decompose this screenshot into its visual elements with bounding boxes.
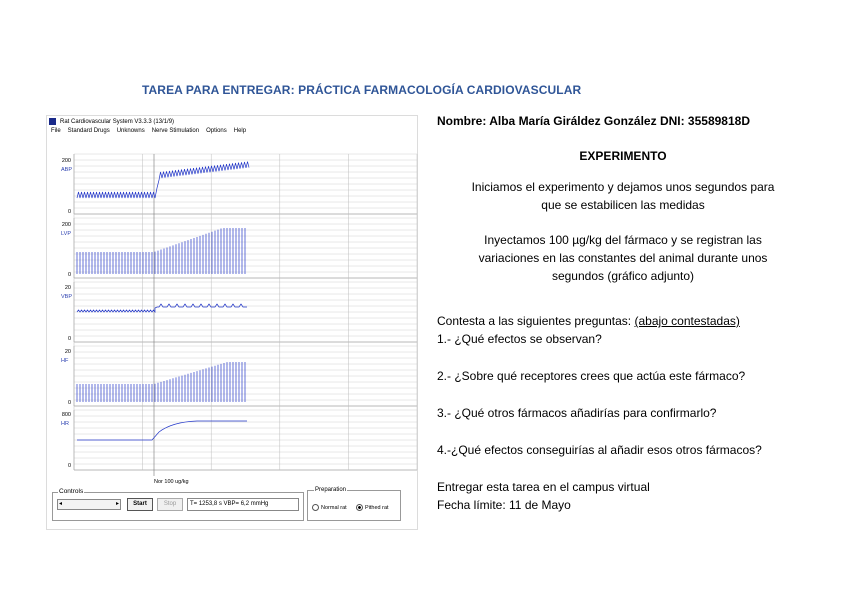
lvp-label: LVP [61, 231, 71, 237]
questions-intro-text: Contesta a las siguientes preguntas: [437, 314, 635, 328]
plot-grid [74, 154, 417, 476]
app-logo-icon [49, 118, 56, 125]
vbp-top-tick: 20 [64, 285, 71, 291]
questions-intro [437, 314, 740, 328]
menu-standard-drugs[interactable]: Standard Drugs [67, 128, 110, 134]
scroll-right-icon[interactable]: ▸ [115, 501, 119, 507]
radio-normal-label: Normal rat [321, 504, 347, 511]
radio-normal-rat[interactable] [312, 504, 347, 511]
plot-traces [77, 162, 249, 440]
menu-options[interactable]: Options [206, 128, 227, 134]
para2-line1: Inyectamos 100 µg/kg del fármaco y se registran las [484, 233, 762, 247]
drug-annotation: Nor 100 ug/kg [154, 479, 189, 485]
app-menubar [47, 128, 249, 138]
preparation-label: Preparation [315, 487, 347, 493]
app-screenshot [46, 115, 418, 530]
question-1: 1.- ¿Qué efectos se observan? [437, 332, 602, 346]
hf-label: HF [61, 358, 69, 364]
hr-bottom-tick: 0 [67, 463, 71, 469]
start-button[interactable]: Start [127, 498, 153, 511]
preparation-group [307, 487, 401, 521]
menu-nerve-stimulation[interactable]: Nerve Stimulation [151, 128, 200, 134]
deliver-note: Entregar esta tarea en el campus virtual [437, 480, 650, 494]
vbp-label: VBP [61, 294, 73, 300]
lvp-bottom-tick: 0 [67, 272, 71, 278]
hr-label: HR [61, 421, 69, 427]
question-2: 2.- ¿Sobre qué receptores crees que actúa este fármaco? [437, 369, 746, 383]
para2-line2: variaciones en las constantes del animal durante unos [478, 251, 768, 265]
question-3: 3.- ¿Qué otros fármacos añadirías para confirmarlo? [437, 406, 717, 420]
para2-line3: segundos (gráfico adjunto) [551, 269, 695, 283]
deadline-note: Fecha límite: 11 de Mayo [437, 498, 571, 512]
radio-pithed-rat[interactable] [356, 504, 389, 511]
hr-top-tick: 800 [61, 412, 71, 418]
controls-label: Controls [59, 488, 84, 495]
app-titlebar [47, 116, 417, 127]
time-scrollbar[interactable] [57, 499, 121, 510]
page-heading: TAREA PARA ENTREGAR: PRÁCTICA FARMACOLOGÍA CARDIOVASCULAR [142, 83, 582, 97]
experiment-title: EXPERIMENTO [579, 149, 667, 163]
student-name: Nombre: Alba María Giráldez González DNI: 35589818D [437, 114, 750, 128]
questions-intro-note: (abajo contestadas) [634, 314, 740, 328]
plot-labels [61, 158, 189, 485]
para1-line2: que se estabilicen las medidas [541, 198, 705, 212]
vbp-bottom-tick: 0 [67, 336, 71, 342]
scroll-left-icon[interactable]: ◂ [59, 501, 63, 507]
menu-file[interactable]: File [51, 128, 61, 134]
abp-bottom-tick: 0 [67, 209, 71, 215]
hf-top-tick: 20 [64, 349, 71, 355]
hf-bottom-tick: 0 [67, 400, 71, 406]
lvp-top-tick: 200 [61, 222, 71, 228]
abp-top-tick: 200 [61, 158, 71, 164]
abp-label: ABP [61, 167, 73, 173]
menu-unknowns[interactable]: Unknowns [116, 128, 145, 134]
menu-help[interactable]: Help [233, 128, 247, 134]
radio-pithed-label: Pithed rat [365, 504, 389, 511]
app-title: Rat Cardiovascular System V3.3.3 (13/1/9) [60, 118, 175, 125]
controls-panel [49, 488, 417, 528]
stop-button[interactable]: Stop [157, 498, 183, 511]
trace-plot [47, 140, 419, 488]
para1-line1: Iniciamos el experimento y dejamos unos segundos para [471, 180, 775, 194]
status-readout: T= 1253,8 s VBP= 6,2 mmHg [187, 498, 299, 511]
question-4: 4.-¿Qué efectos conseguirías al añadir esos otros fármacos? [437, 443, 762, 457]
